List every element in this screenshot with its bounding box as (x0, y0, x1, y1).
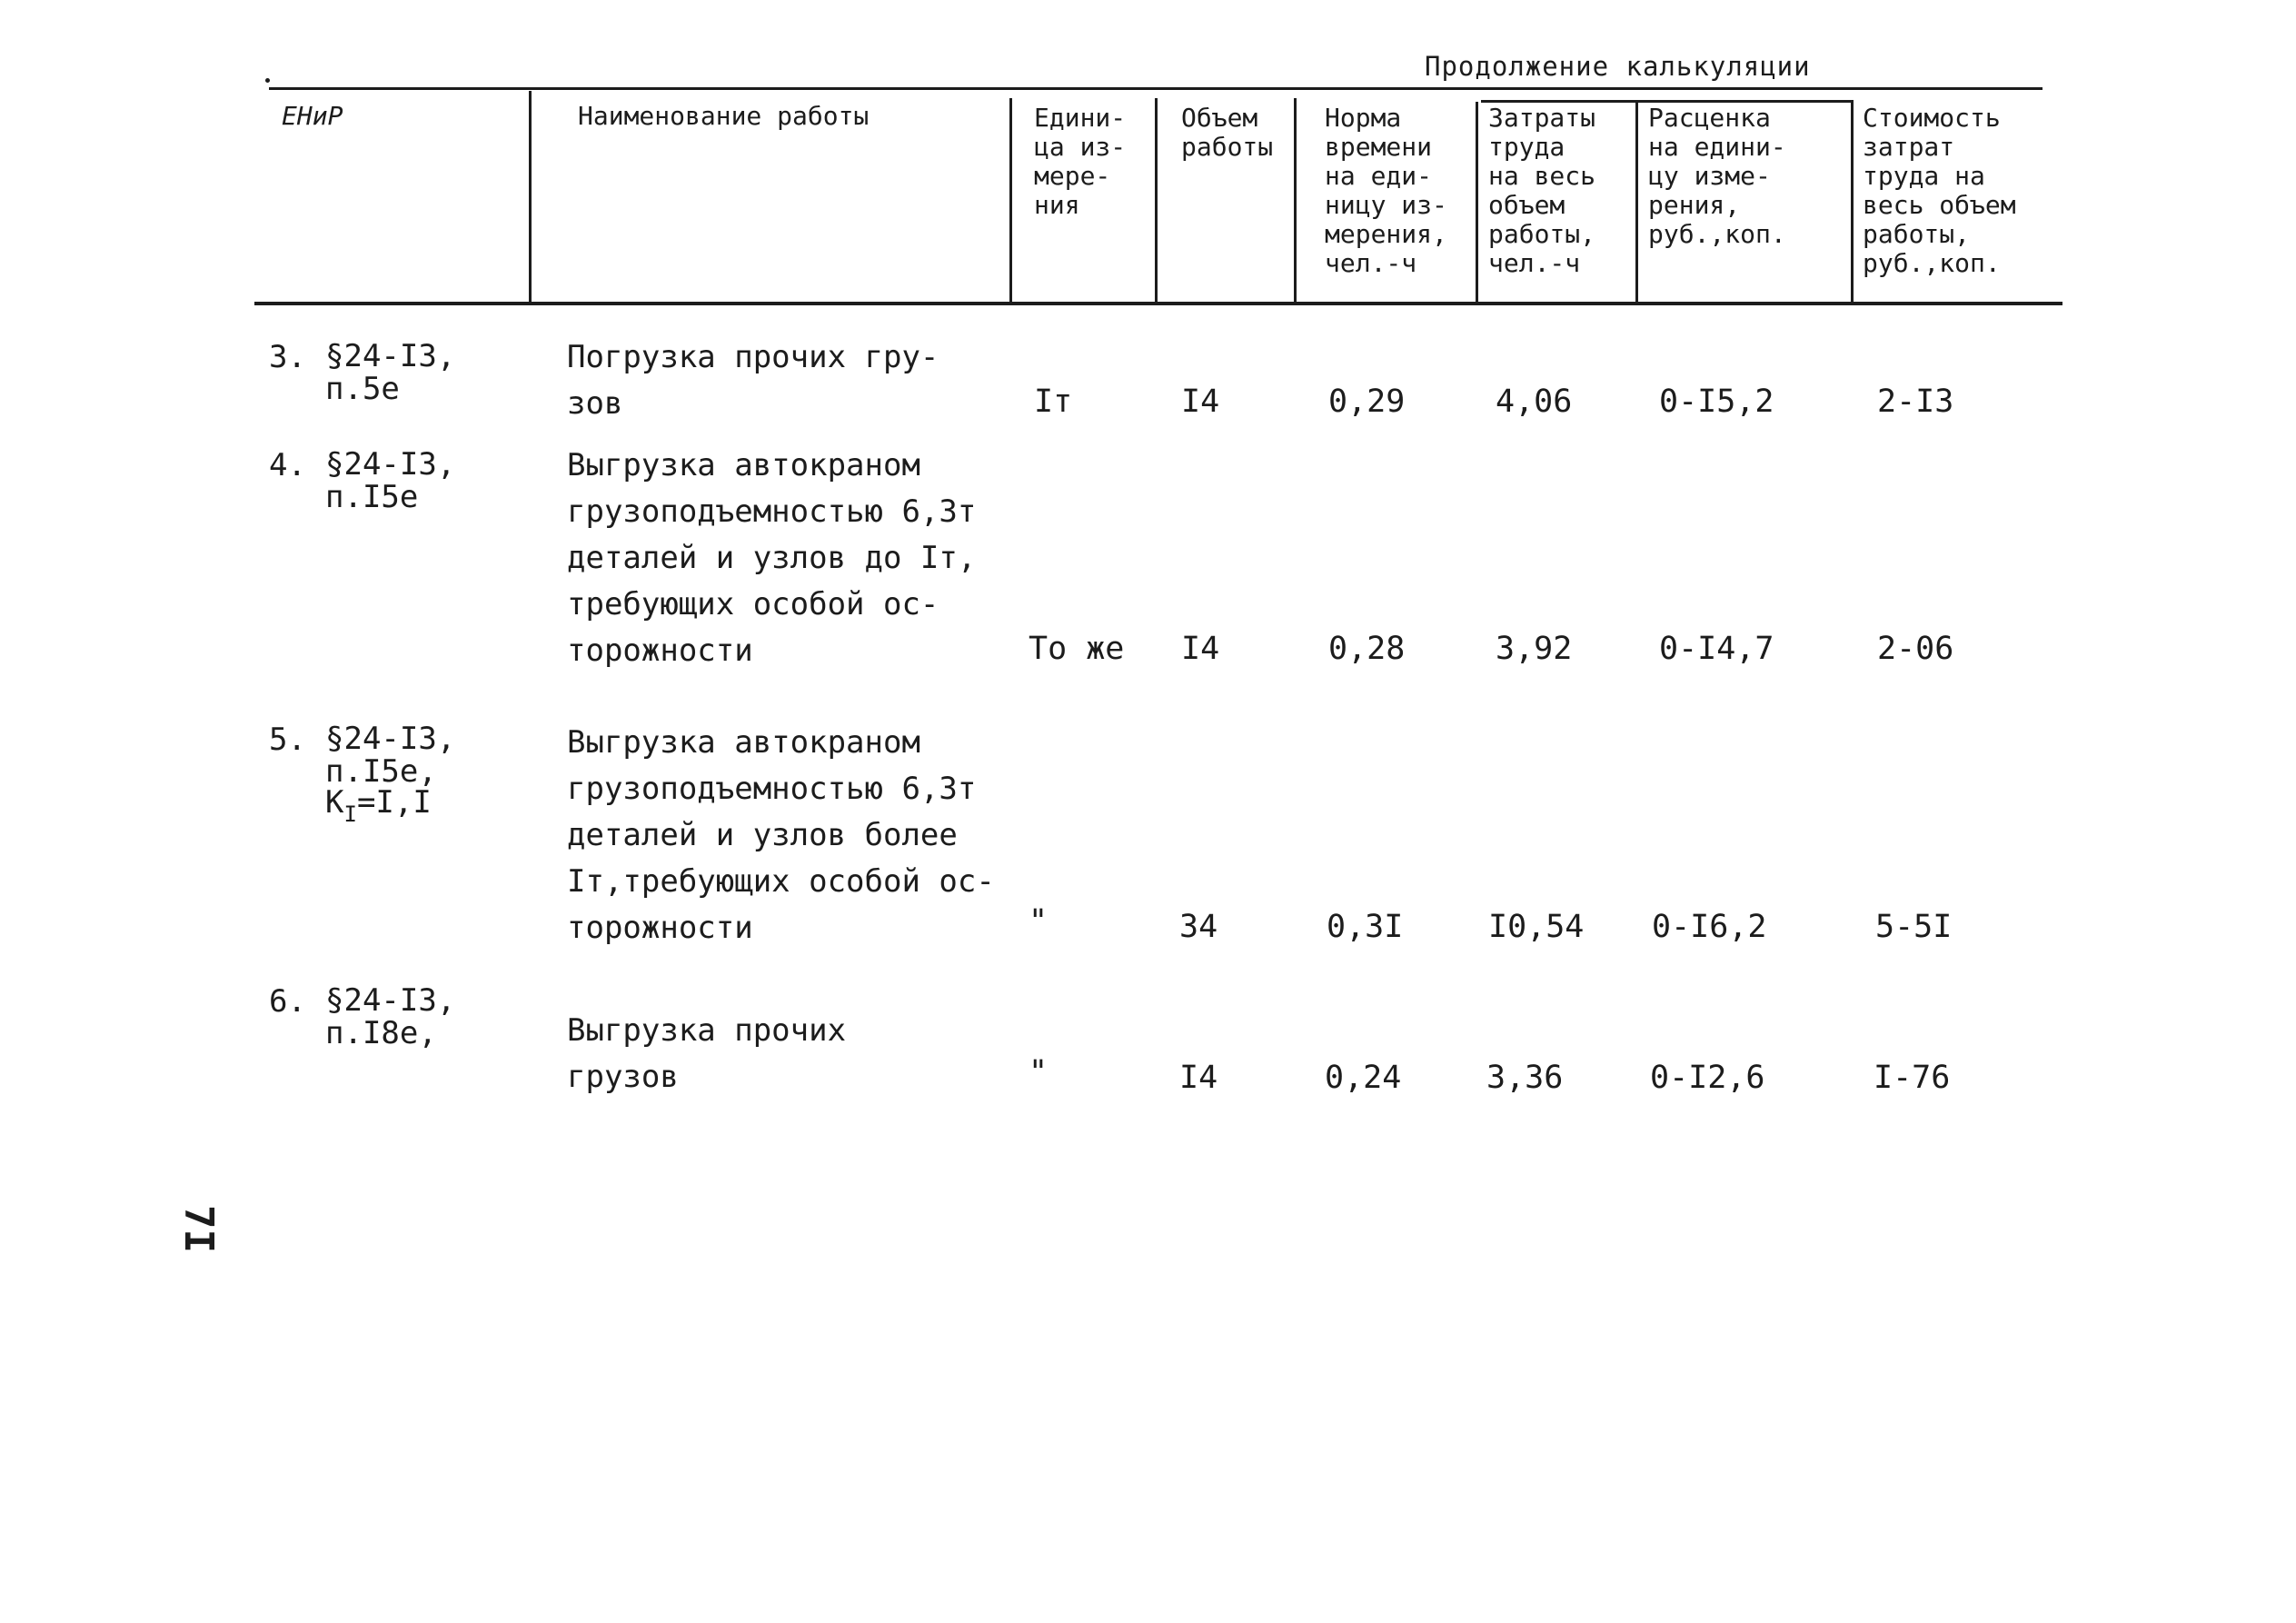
rate-cell: 0-I5,2 (1659, 383, 1774, 420)
rate-cell: 0-I6,2 (1652, 909, 1767, 945)
row-number: 6. (269, 983, 306, 1020)
rate-cell: 0-I2,6 (1650, 1060, 1765, 1096)
unit-cell: Iт (1034, 383, 1073, 420)
work-name: Погрузка прочих гру- зов (567, 339, 939, 422)
unit-cell: " (1029, 1054, 1049, 1090)
table-top-rule (269, 87, 2043, 90)
column-divider-1 (529, 91, 532, 305)
volume-cell: I4 (1179, 1060, 1218, 1096)
work-name: Выгрузка автокраном грузоподъемностью 6,3т деталей и узлов более Iт,требующих особой ос- торожности (567, 724, 995, 946)
column-divider-6 (1635, 102, 1638, 305)
work-name: Выгрузка автокраном грузоподъемностью 6,3т деталей и узлов до Iт, требующих особой ос- торожности (567, 447, 977, 669)
row-number: 3. (269, 339, 306, 375)
enir-coefficient (325, 784, 432, 827)
volume-cell: I4 (1181, 383, 1220, 420)
coefficient-symbol: K (325, 784, 344, 821)
enir-reference-line-1: §24-I3, (325, 721, 456, 757)
work-name: Выгрузка прочих грузов (567, 1012, 847, 1095)
labor-cell: 3,36 (1486, 1060, 1564, 1096)
labor-cell: I0,54 (1488, 909, 1585, 945)
volume-cell: 34 (1179, 909, 1218, 945)
header-cost: Стоимость затрат труда на весь объем работы, руб.,коп. (1863, 103, 2016, 278)
labor-cell: 3,92 (1496, 631, 1573, 667)
enir-reference: §24-I3, п.I8е, (325, 982, 456, 1051)
cost-cell: 2-06 (1877, 631, 1954, 667)
norm-cell: 0,28 (1328, 631, 1406, 667)
rate-cell: 0-I4,7 (1659, 631, 1774, 667)
norm-cell: 0,3I (1327, 909, 1404, 945)
header-name: Наименование работы (578, 101, 870, 131)
header-unit: Едини- ца из- мере- ния (1034, 103, 1127, 220)
column-divider-7 (1851, 102, 1854, 305)
volume-cell: I4 (1181, 631, 1220, 667)
coefficient-value: =I,I (356, 784, 432, 821)
header-enir: ЕНиР (282, 101, 343, 131)
scan-dot (265, 78, 270, 83)
cost-cell: I-76 (1874, 1060, 1951, 1096)
header-rate: Расценка на едини- цу изме- рения, руб.,коп. (1648, 103, 1786, 249)
header-bottom-rule (254, 302, 2062, 305)
cost-cell: 2-I3 (1877, 383, 1954, 420)
cost-cell: 5-5I (1875, 909, 1953, 945)
header-norm: Норма времени на еди- ницу из- мерения, чел.-ч (1325, 103, 1447, 278)
enir-reference: §24-I3, п.5е (325, 338, 456, 407)
norm-cell: 0,24 (1325, 1060, 1402, 1096)
coefficient-subscript: I (343, 802, 357, 827)
unit-cell: То же (1029, 631, 1125, 667)
page-number: 7I (175, 1205, 222, 1253)
header-volume: Объем работы (1181, 103, 1274, 162)
column-divider-3 (1155, 98, 1158, 305)
row-number: 4. (269, 447, 306, 483)
unit-cell: " (1029, 903, 1049, 940)
column-divider-2 (1009, 98, 1012, 305)
labor-cell: 4,06 (1496, 383, 1573, 420)
header-labor: Затраты труда на весь объем работы, чел.-ч (1488, 103, 1596, 278)
column-divider-5 (1476, 102, 1478, 305)
row-number: 5. (269, 722, 306, 758)
enir-reference: §24-I3, п.I5е (325, 446, 456, 515)
norm-cell: 0,29 (1328, 383, 1406, 420)
column-divider-4 (1294, 98, 1297, 305)
table-caption: Продолжение калькуляции (1425, 51, 1811, 82)
enir-reference-line-2: п.I5е, (325, 753, 437, 790)
